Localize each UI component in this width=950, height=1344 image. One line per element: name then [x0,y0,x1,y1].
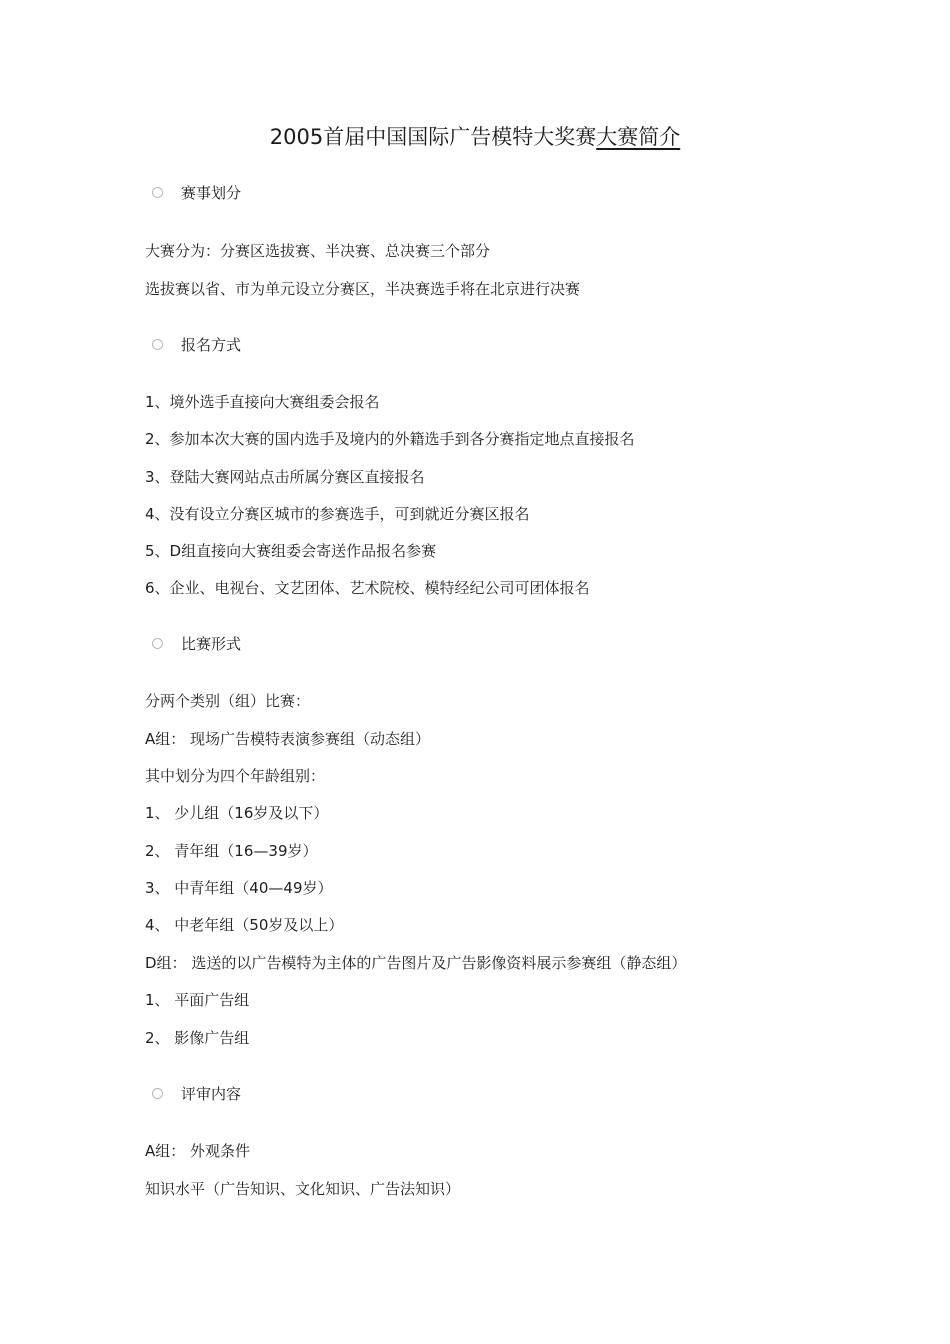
paragraph-line: 知识水平（广告知识、文化知识、广告法知识） [145,1180,461,1198]
circle-bullet-icon [152,339,163,350]
paragraph-line: 2、参加本次大赛的国内选手及境内的外籍选手到各分赛指定地点直接报名 [145,430,635,448]
paragraph-line: 3、 中青年组（40—49岁） [145,879,333,897]
paragraph-line: 5、D组直接向大赛组委会寄送作品报名参赛 [145,542,437,560]
circle-bullet-icon [152,638,163,649]
paragraph-line: A组： 现场广告模特表演参赛组（动态组） [145,730,431,748]
title-plain: 2005首届中国国际广告模特大奖赛 [269,125,597,149]
section-heading-text: 评审内容 [181,1084,242,1103]
paragraph-line: 6、企业、电视台、文艺团体、艺术院校、模特经纪公司可团体报名 [145,579,590,597]
section-heading-judging [152,1082,241,1104]
section-heading-format [152,632,241,654]
paragraph-line: 2、 影像广告组 [145,1029,250,1047]
section-heading-division [152,181,241,203]
paragraph-line: 1、 平面广告组 [145,991,250,1009]
paragraph-line: A组： 外观条件 [145,1142,251,1160]
title-underlined: 大赛简介 [596,125,681,149]
section-heading-registration [152,333,241,355]
paragraph-line: 1、境外选手直接向大赛组委会报名 [145,393,380,411]
paragraph-line: 2、 青年组（16—39岁） [145,842,318,860]
paragraph-line: D组： 选送的以广告模特为主体的广告图片及广告影像资料展示参赛组（静态组） [145,954,687,972]
paragraph-line: 分两个类别（组）比赛： [145,692,311,710]
section-heading-text: 比赛形式 [181,634,242,653]
circle-bullet-icon [152,187,163,198]
section-heading-text: 报名方式 [181,335,242,354]
page-title [0,120,950,154]
paragraph-line: 4、 中老年组（50岁及以上） [145,916,344,934]
paragraph-line: 3、登陆大赛网站点击所属分赛区直接报名 [145,468,425,486]
paragraph-line: 大赛分为：分赛区选拔赛、半决赛、总决赛三个部分 [145,242,491,260]
paragraph-line: 选拔赛以省、市为单元设立分赛区，半决赛选手将在北京进行决赛 [145,280,581,298]
paragraph-line: 1、 少儿组（16岁及以下） [145,804,329,822]
circle-bullet-icon [152,1088,163,1099]
paragraph-line: 其中划分为四个年龄组别： [145,767,326,785]
section-heading-text: 赛事划分 [181,183,242,202]
paragraph-line: 4、没有设立分赛区城市的参赛选手，可到就近分赛区报名 [145,505,530,523]
